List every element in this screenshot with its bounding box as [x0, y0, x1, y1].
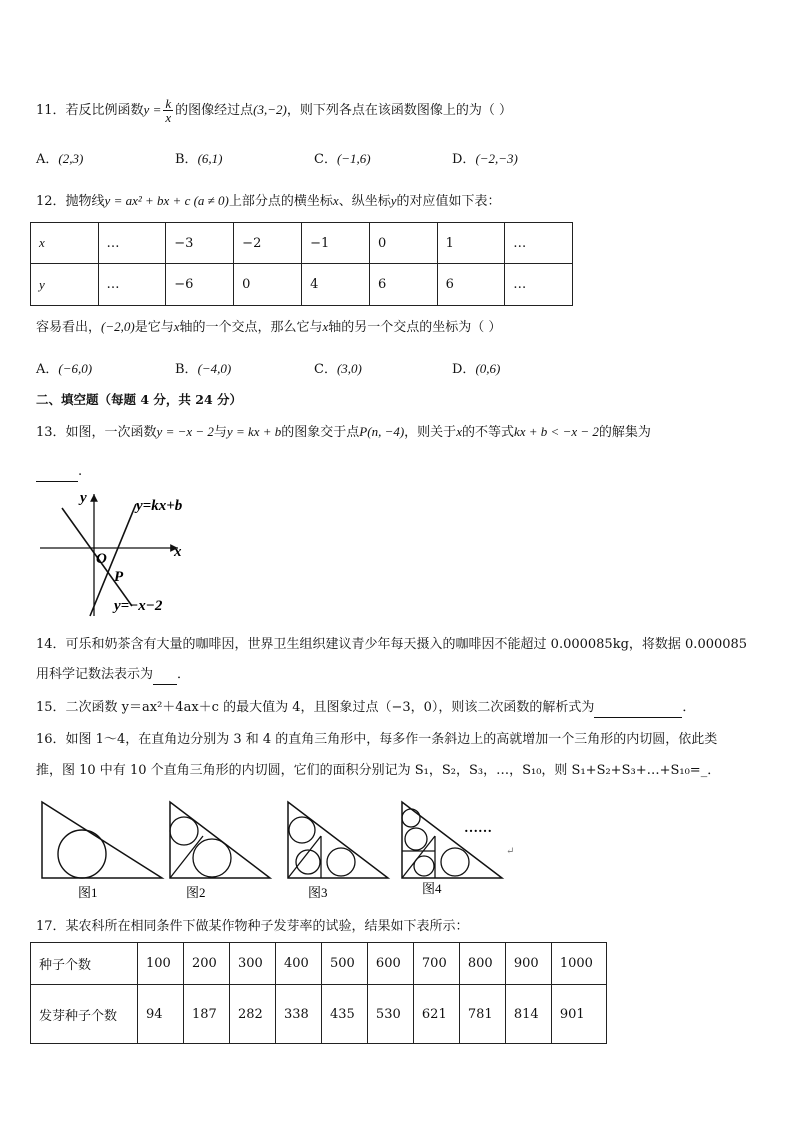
q11-y-eq: y = [143, 102, 162, 117]
incircle [170, 817, 198, 845]
q11-option-b: B．(6,1) [175, 151, 223, 167]
incircle [296, 850, 320, 874]
figure-2-label: 图2 [186, 885, 206, 900]
q13-point: P(n, −4) [359, 424, 405, 439]
incircle [58, 830, 106, 878]
table-cell: y [31, 264, 99, 306]
table-cell: 901 [551, 985, 606, 1044]
q11-option-c: C．(−1,6) [314, 151, 371, 167]
incircle [289, 817, 315, 843]
return-mark: ↵ [506, 846, 515, 857]
q11-stem-prefix: 11．若反比例函数 [36, 103, 144, 118]
q12-equation: y = ax² + bx + c (a ≠ 0) [104, 193, 229, 208]
figure-4-label: 图4 [422, 881, 442, 896]
table-cell: 400 [275, 943, 321, 985]
table-cell: … [505, 264, 573, 306]
q13-blank-end: . [78, 464, 83, 479]
table-cell: 0 [370, 223, 438, 264]
table-cell: … [98, 264, 166, 306]
figure-1-label: 图1 [78, 885, 98, 900]
q12-stem-suffix: 的对应值如下表： [396, 194, 501, 209]
table-cell: 300 [229, 943, 275, 985]
figure-1 [42, 802, 162, 900]
q12-option-c: C．(3,0) [314, 361, 362, 377]
table-cell: 700 [413, 943, 459, 985]
table-cell: 187 [183, 985, 229, 1044]
table-cell: 900 [505, 943, 551, 985]
q14-line2-prefix: 用科学记数法表示为 [36, 667, 154, 682]
q12-option-d: D．(0,6) [452, 361, 501, 377]
x-axis-label: x [174, 544, 182, 560]
q13-stem [36, 423, 651, 442]
table-cell: 6 [437, 264, 505, 306]
table-cell: x [31, 223, 99, 264]
table-cell: −2 [234, 223, 302, 264]
table-cell: −1 [302, 223, 370, 264]
q13-stem-mid4: 的不等式 [461, 425, 514, 440]
table-cell: 种子个数 [31, 943, 138, 985]
table-cell: −6 [166, 264, 234, 306]
q12-followup-x: x [173, 319, 180, 334]
incircle [414, 856, 434, 876]
q17-table [30, 942, 607, 1044]
figure-3 [288, 802, 388, 900]
figure-3-label: 图3 [308, 885, 328, 900]
table-cell: −3 [166, 223, 234, 264]
table-cell: 621 [413, 985, 459, 1044]
q16-line1: 16．如图 1～4，在直角边分别为 3 和 4 的直角三角形中，每多作一条斜边上的高就增加一个三角形的内切圆，依此类 [36, 732, 718, 747]
incircle [402, 809, 420, 827]
table-cell: 1000 [551, 943, 606, 985]
q12-stem-mid2: 、纵坐标 [338, 194, 391, 209]
table-cell: 1 [437, 223, 505, 264]
q13-eq1: y = −x − 2 [156, 424, 214, 439]
q11-frac-num: k [165, 96, 172, 111]
table-cell: 6 [370, 264, 438, 306]
figure-2 [170, 802, 270, 900]
table-cell: 200 [183, 943, 229, 985]
q12-stem-mid: 上部分点的横坐标 [228, 194, 333, 209]
q11-stem-suffix: ，则下列各点在该函数图像上的为（ ） [286, 103, 512, 118]
q12-followup-mid: 是它与 [134, 320, 174, 335]
table-cell: … [98, 223, 166, 264]
q11-option-d: D．(−2,−3) [452, 151, 518, 167]
q11-point: (3,−2) [253, 102, 287, 117]
line-kx-plus-b-label: y=kx+b [136, 498, 183, 514]
q14-line2-suffix: ． [177, 667, 191, 682]
q12-followup [36, 318, 501, 337]
q12-followup-point: (−2,0) [101, 319, 135, 334]
incircle [193, 839, 231, 877]
table-cell: 814 [505, 985, 551, 1044]
table-cell: 530 [367, 985, 413, 1044]
table-cell: 781 [459, 985, 505, 1044]
q13-stem-suffix: 的解集为 [598, 425, 651, 440]
q16-line2: 推，图 10 中有 10 个直角三角形的内切圆，它们的面积分别记为 S₁，S₂，S₃，…，S₁₀，则 S₁+S₂+S₃+…+S₁₀=_． [36, 763, 721, 778]
q16-figures [36, 796, 536, 902]
q11-fraction [163, 97, 173, 124]
q14-line2 [36, 666, 190, 685]
q11-frac-den: x [165, 110, 172, 125]
q12-followup-x2: x [322, 319, 329, 334]
q13-stem-mid3: ，则关于 [404, 425, 457, 440]
line-neg-x-minus-2-label: y=−x−2 [114, 598, 163, 614]
q12-y-var: y [390, 193, 397, 208]
q11-stem-mid: 的图像经过点 [175, 103, 254, 118]
q12-stem-prefix: 12．抛物线 [36, 194, 105, 209]
figure-4 [402, 802, 502, 896]
q11-stem [36, 97, 512, 124]
q12-row-y [31, 264, 573, 306]
q13-x-var: x [456, 424, 462, 439]
section-title: 二、填空题（每题 4 分，共 24 分） [36, 392, 243, 407]
q13-eq2: y = kx + b [226, 424, 282, 439]
continuation-dots: …… [464, 821, 492, 836]
q12-row-x [31, 223, 573, 264]
table-cell: 0 [234, 264, 302, 306]
table-cell: 600 [367, 943, 413, 985]
q12-option-b: B．(−4,0) [175, 361, 232, 377]
q11-option-a: A．(2,3) [36, 151, 84, 167]
table-cell: 4 [302, 264, 370, 306]
q12-stem [36, 192, 501, 211]
point-p-label: P [114, 569, 124, 585]
table-cell: 435 [321, 985, 367, 1044]
origin-label: O [96, 551, 107, 567]
q13-graph [36, 486, 206, 620]
y-axis-label: y [80, 490, 87, 506]
q12-option-a: A．(−6,0) [36, 361, 93, 377]
table-cell: 发芽种子个数 [31, 985, 138, 1044]
q13-stem-prefix: 13．如图，一次函数 [36, 425, 157, 440]
q17-row-seeds [31, 943, 607, 985]
q12-x-var: x [332, 193, 339, 208]
q12-followup-suffix: 轴的另一个交点的坐标为（ ） [328, 320, 502, 335]
q14-line1: 14．可乐和奶茶含有大量的咖啡因，世界卫生组织建议青少年每天摄入的咖啡因不能超过 0.000085kg，将数据 0.000085 [36, 637, 748, 652]
table-cell: 282 [229, 985, 275, 1044]
q12-table [30, 222, 573, 306]
q17-row-germinated [31, 985, 607, 1044]
table-cell: 800 [459, 943, 505, 985]
table-cell: 94 [138, 985, 184, 1044]
q12-followup-prefix: 容易看出， [36, 320, 102, 335]
table-cell: 100 [138, 943, 184, 985]
table-cell: … [505, 223, 573, 264]
incircle [441, 848, 469, 876]
q13-stem-mid2: 的图象交于点 [281, 425, 360, 440]
q15-stem-prefix: 15．二次函数 y＝ax²＋4ax＋c 的最大值为 4，且图象过点（−3，0），则该二次函数的解析式为 [36, 700, 595, 715]
incircle [327, 848, 355, 876]
incircle [405, 828, 427, 850]
q13-stem-mid: 与 [213, 425, 227, 440]
table-cell: 500 [321, 943, 367, 985]
table-cell: 338 [275, 985, 321, 1044]
q17-stem: 17．某农科所在相同条件下做某作物种子发芽率的试验，结果如下表所示： [36, 919, 469, 934]
q13-answer-blank [36, 463, 82, 482]
q15-stem [36, 699, 695, 718]
q15-stem-suffix: ． [682, 700, 696, 715]
q13-inequality: kx + b < −x − 2 [513, 424, 599, 439]
q12-followup-mid2: 轴的一个交点，那么它与 [179, 320, 323, 335]
